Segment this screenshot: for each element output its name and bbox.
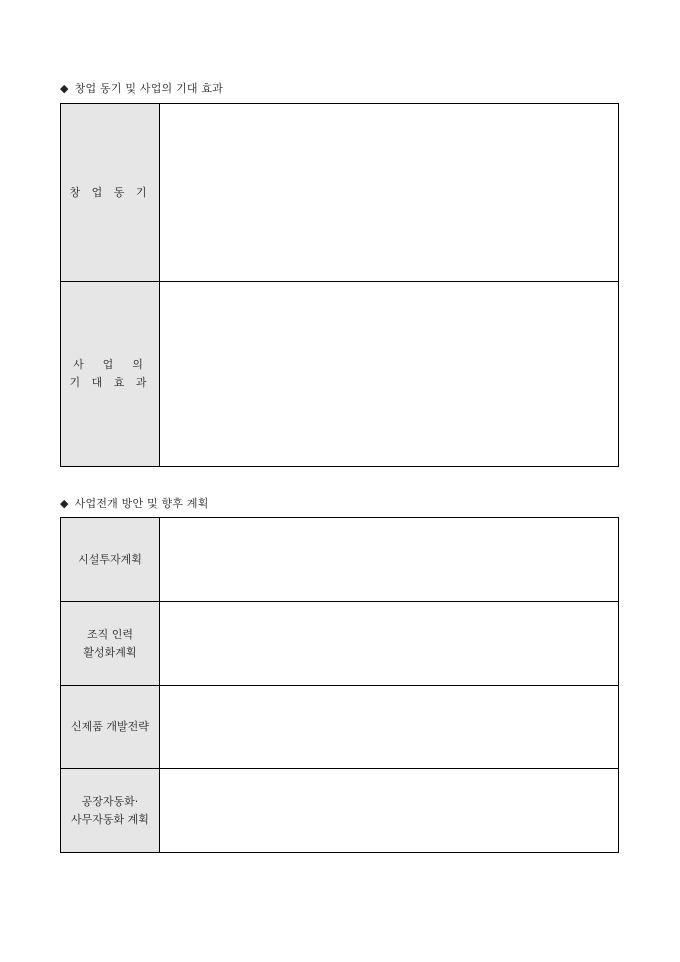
motivation-table: [60, 103, 619, 467]
section-title-motivation: [60, 80, 223, 96]
new-product-strategy-field[interactable]: [160, 686, 619, 769]
label-line: 사 업 의: [73, 358, 147, 371]
table-row: [61, 104, 619, 282]
diamond-bullet-icon: ◆: [60, 496, 69, 510]
label-line: 공장자동화·: [81, 794, 139, 808]
label-facility-investment: [61, 518, 160, 602]
label-startup-motivation: [61, 104, 160, 282]
plan-table: [60, 517, 619, 853]
label-line: 신제품 개발전략: [71, 720, 149, 733]
facility-investment-field[interactable]: [160, 518, 619, 602]
section-title-text: 사업전개 방안 및 향후 계획: [74, 497, 209, 510]
table-row: [61, 602, 619, 686]
label-line: 조직 인력: [86, 627, 133, 641]
label-expected-effect: [61, 282, 160, 467]
table-row: [61, 686, 619, 769]
diamond-bullet-icon: ◆: [60, 81, 69, 95]
startup-motivation-field[interactable]: [160, 104, 619, 282]
label-line: 기 대 효 과: [69, 376, 151, 389]
automation-plan-field[interactable]: [160, 769, 619, 853]
label-line: 시설투자계획: [78, 552, 142, 566]
table-row: [61, 769, 619, 853]
label-organization-plan: [61, 602, 160, 686]
label-line: 사무자동화 계획: [71, 812, 149, 826]
label-line: 창 업 동 기: [69, 185, 151, 199]
expected-effect-field[interactable]: [160, 282, 619, 467]
label-line: 활성화계획: [83, 645, 137, 659]
section-title-plan: [60, 495, 209, 511]
label-automation-plan: [61, 769, 160, 853]
organization-plan-field[interactable]: [160, 602, 619, 686]
label-new-product-strategy: [61, 686, 160, 769]
table-row: [61, 518, 619, 602]
section-title-text: 창업 동기 및 사업의 기대 효과: [74, 82, 224, 95]
table-row: [61, 282, 619, 467]
